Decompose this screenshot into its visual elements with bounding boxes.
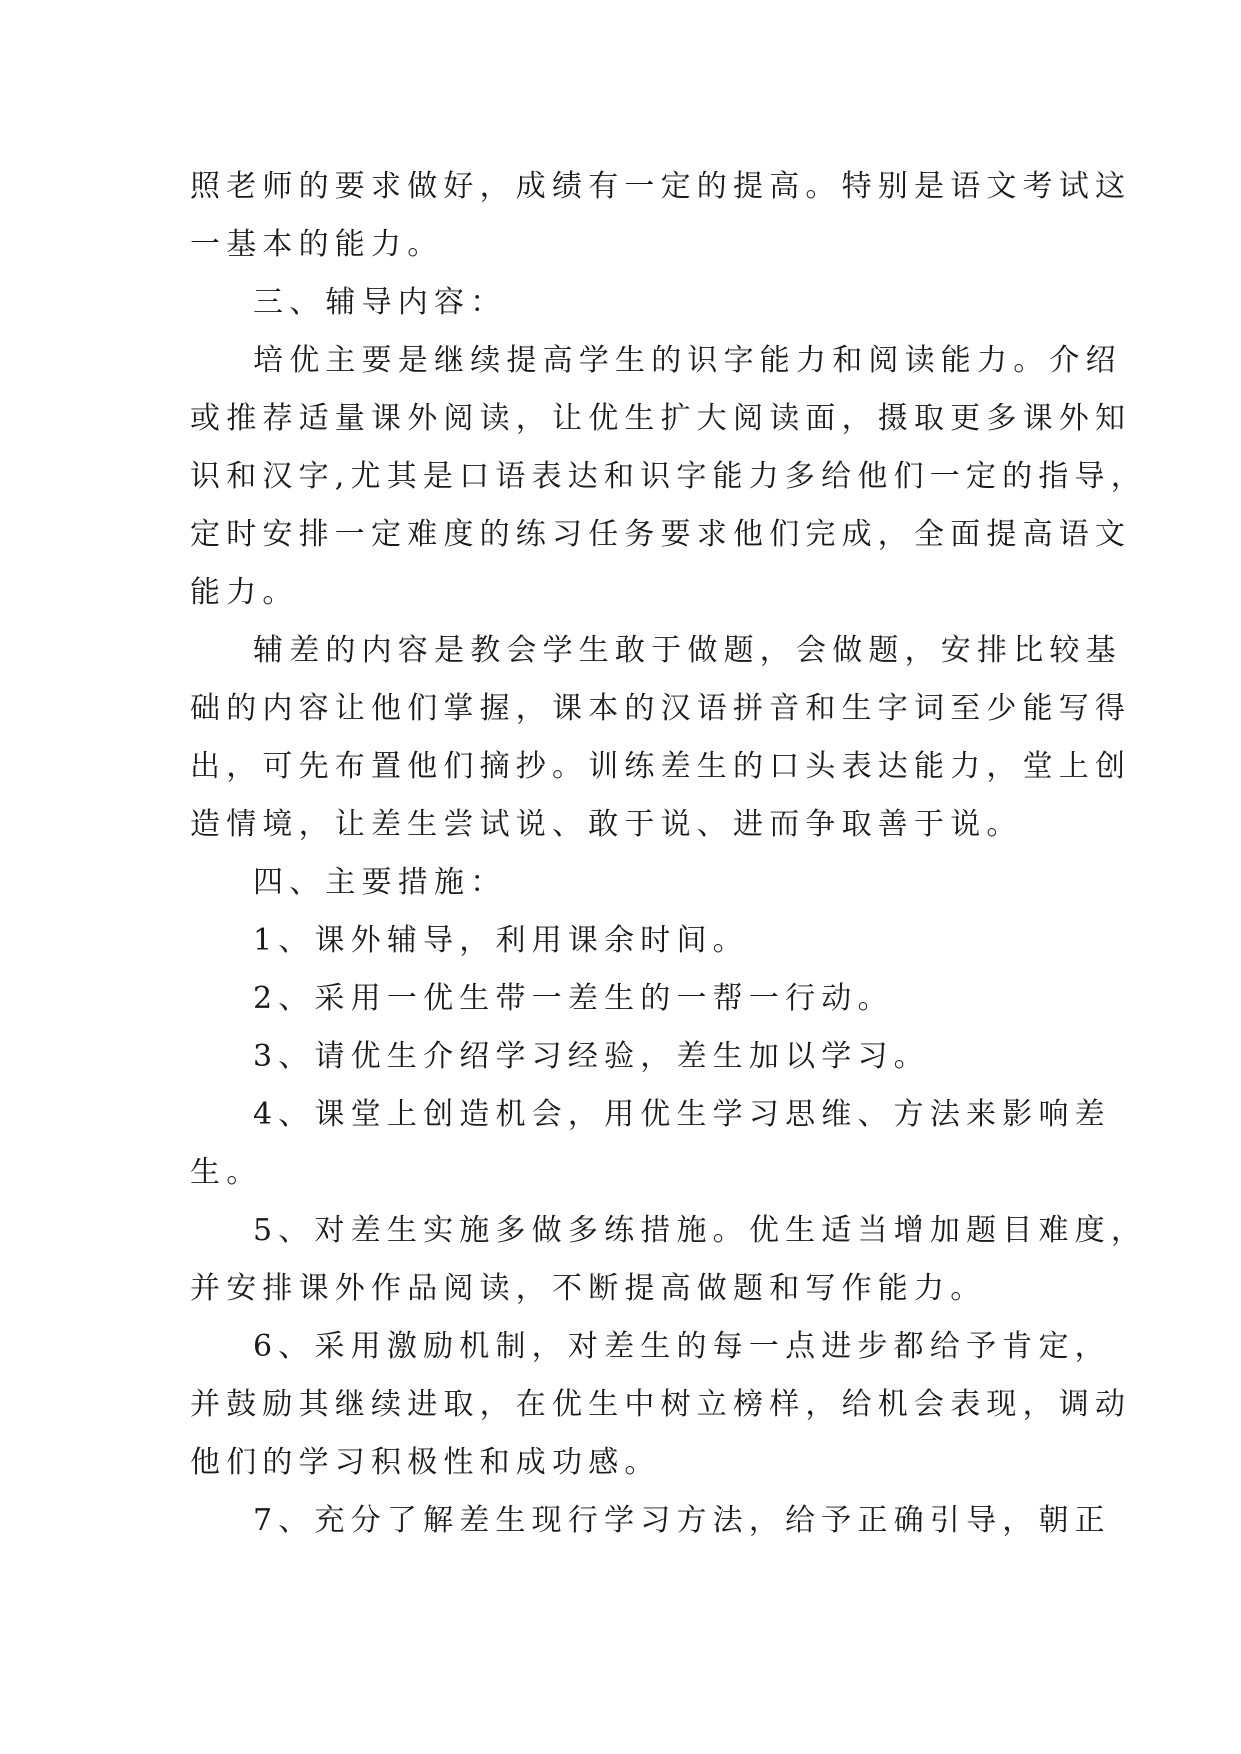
text-line: 定时安排一定难度的练习任务要求他们完成，全面提高语文 bbox=[190, 517, 1132, 552]
text-line: 能力。 bbox=[190, 575, 299, 610]
list-item: 5、对差生实施多做多练措施。优生适当增加题目难度， bbox=[253, 1213, 1148, 1248]
list-item: 7、充分了解差生现行学习方法，给予正确引导，朝正 bbox=[253, 1503, 1111, 1538]
text-line: 并安排课外作品阅读，不断提高做题和写作能力。 bbox=[190, 1271, 987, 1306]
section-heading: 三、辅导内容： bbox=[253, 285, 507, 320]
text-line: 出，可先布置他们摘抄。训练差生的口头表达能力，堂上创 bbox=[190, 749, 1132, 784]
text-line: 生。 bbox=[190, 1155, 263, 1190]
text-line: 础的内容让他们掌握，课本的汉语拼音和生字词至少能写得 bbox=[190, 691, 1132, 726]
text-line: 照老师的要求做好，成绩有一定的提高。特别是语文考试这 bbox=[190, 169, 1132, 204]
text-line: 一基本的能力。 bbox=[190, 227, 444, 262]
list-item: 6、采用激励机制，对差生的每一点进步都给予肯定， bbox=[253, 1329, 1111, 1364]
section-heading: 四、主要措施： bbox=[253, 865, 507, 900]
list-item: 3、请优生介绍学习经验，差生加以学习。 bbox=[253, 1039, 930, 1074]
text-line: 辅差的内容是教会学生敢于做题，会做题，安排比较基 bbox=[253, 633, 1122, 668]
text-line: 培优主要是继续提高学生的识字能力和阅读能力。介绍 bbox=[253, 343, 1122, 378]
text-line: 或推荐适量课外阅读，让优生扩大阅读面，摄取更多课外知 bbox=[190, 401, 1132, 436]
text-line: 并鼓励其继续进取，在优生中树立榜样，给机会表现，调动 bbox=[190, 1387, 1132, 1422]
list-item: 4、课堂上创造机会，用优生学习思维、方法来影响差 bbox=[253, 1097, 1111, 1132]
list-item: 2、采用一优生带一差生的一帮一行动。 bbox=[253, 981, 894, 1016]
text-line: 识和汉字,尤其是口语表达和识字能力多给他们一定的指导， bbox=[190, 459, 1147, 494]
text-line: 他们的学习积极性和成功感。 bbox=[190, 1445, 661, 1480]
text-line: 造情境，让差生尝试说、敢于说、进而争取善于说。 bbox=[190, 807, 1023, 842]
list-item: 1、课外辅导，利用课余时间。 bbox=[253, 923, 749, 958]
